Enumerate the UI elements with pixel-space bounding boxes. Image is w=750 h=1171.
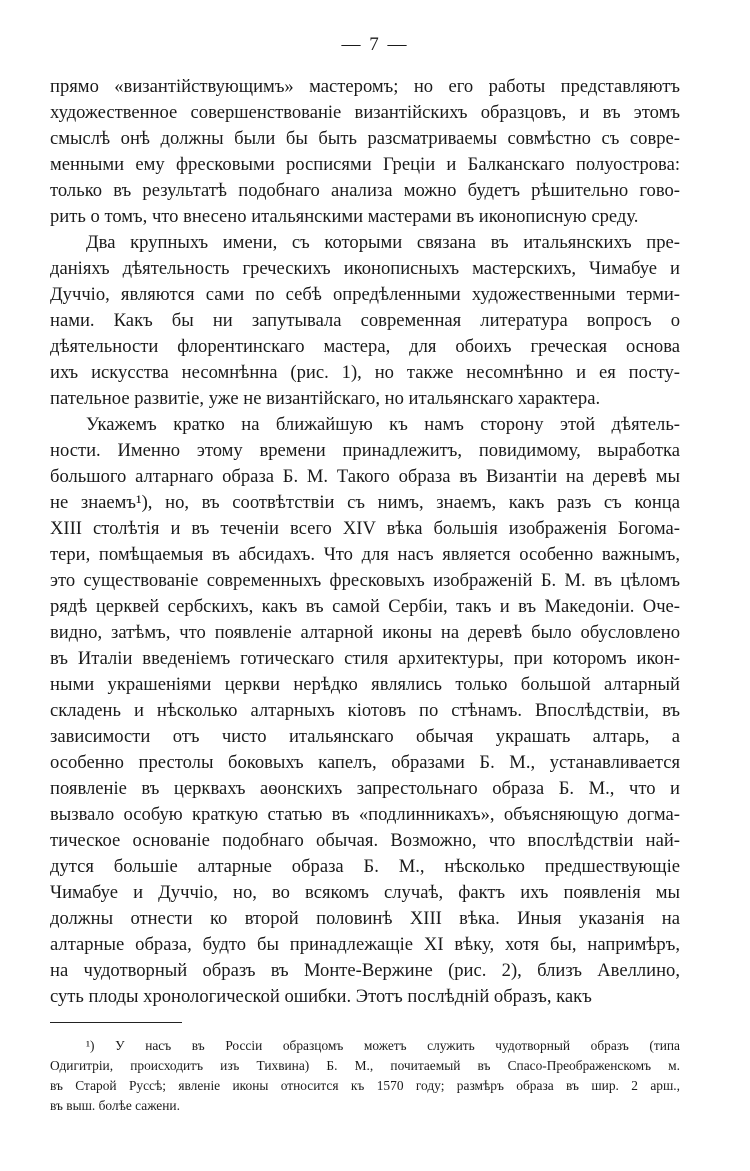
footnote-line: въ выш. болѣе сажени. — [50, 1098, 180, 1113]
text-line: только въ результатѣ подобнаго анализа можно будетъ рѣшительно гово- — [50, 180, 680, 201]
text-line: видно, затѣмъ, что появленіе алтарной иконы на деревѣ было обусловлено — [50, 622, 680, 643]
text-line: менными ему фресковыми росписями Греціи и Балканскаго полуострова: — [50, 154, 680, 175]
footnote-line: въ Старой Руссѣ; явленіе иконы относится къ 1570 году; размѣръ образа въ шир. 2 арш., — [50, 1078, 680, 1093]
text-line: пательное развитіе, уже не византійскаго, но итальянскаго характера. — [50, 388, 601, 409]
text-line: ихъ искусства несомнѣнна (рис. 1), но также несомнѣнно и ея посту- — [50, 362, 680, 383]
footnote-line: Одигитріи, происходитъ изъ Тихвина) Б. М., почитаемый въ Спасо-Преображенскомъ м. — [50, 1058, 680, 1073]
text-line: рядѣ церквей сербскихъ, какъ въ самой Сербіи, такъ и въ Македоніи. Оче- — [50, 596, 680, 617]
text-line: прямо «византійствующимъ» мастеромъ; но его работы представляютъ — [50, 76, 680, 97]
text-line: складень и нѣсколько алтарныхъ кіотовъ по стѣнамъ. Впослѣдствіи, въ — [50, 700, 680, 721]
footnote-line: ¹) У насъ въ Россіи образцомъ можетъ служить чудотворный образъ (типа — [86, 1038, 680, 1053]
text-line: въ Италіи введеніемъ готическаго стиля архитектуры, при которомъ икон- — [50, 648, 680, 669]
text-line: художественное совершенствованіе византійскихъ образцовъ, и въ этомъ — [50, 102, 680, 123]
text-line: тери, помѣщаемыя въ абсидахъ. Что для насъ является особенно важнымъ, — [50, 544, 680, 565]
text-line: XIII столѣтія и въ теченіи всего XIV вѣка большія изображенія Богома- — [50, 518, 680, 539]
page-number: — 7 — — [341, 34, 409, 55]
text-line: Два крупныхъ имени, съ которыми связана въ итальянскихъ пре- — [86, 232, 680, 253]
text-line: Дуччіо, являются сами по себѣ опредѣленными художественными терми- — [50, 284, 680, 305]
text-line: дутся большіе алтарные образа Б. М., нѣсколько предшествующіе — [50, 856, 680, 877]
text-line: Чимабуе и Дуччіо, но, во всякомъ случаѣ, фактъ ихъ появленія мы — [50, 882, 680, 903]
text-line: ности. Именно этому времени принадлежитъ, повидимому, выработка — [50, 440, 680, 461]
text-line: вызвало особую краткую статью въ «подлинникахъ», объясняющую догма- — [50, 804, 680, 825]
text-line: на чудотворный образъ въ Монте-Вержине (рис. 2), близъ Авеллино, — [50, 960, 680, 981]
text-line: даніяхъ дѣятельность греческихъ иконописныхъ мастерскихъ, Чимабуе и — [50, 258, 680, 279]
text-line: особенно престолы боковыхъ капелъ, образами Б. М., устанавливается — [50, 752, 680, 773]
text-line: смыслѣ онѣ должны были бы быть разсматриваемы совмѣстно съ совре- — [50, 128, 680, 149]
text-line: суть плоды хронологической ошибки. Этотъ послѣдній образъ, какъ — [50, 986, 592, 1007]
text-line: появленіе въ церквахъ аѳонскихъ запрестольнаго образа Б. М., что и — [50, 778, 680, 799]
text-line: Укажемъ кратко на ближайшую къ намъ сторону этой дѣятель- — [86, 414, 680, 435]
text-line: тическое основаніе подобнаго обычая. Возможно, что впослѣдствіи най- — [50, 830, 680, 851]
footnote-divider — [50, 1022, 182, 1023]
text-line: должны отнести ко второй половинѣ XIII вѣка. Иныя указанія на — [50, 908, 680, 929]
text-line: рить о томъ, что внесено итальянскими мастерами въ иконописную среду. — [50, 206, 639, 227]
text-line: это существованіе современныхъ фресковыхъ изображеній Б. М. въ цѣломъ — [50, 570, 680, 591]
text-line: ными украшеніями церкви нерѣдко являлись только большой алтарный — [50, 674, 680, 695]
text-line: дѣятельности флорентинскаго мастера, для обоихъ греческая основа — [50, 336, 680, 357]
text-line: не знаемъ¹), но, въ соотвѣтствіи съ нимъ, знаемъ, какъ разъ съ конца — [50, 492, 680, 513]
text-line: зависимости отъ чисто итальянскаго обычая украшать алтарь, а — [50, 726, 680, 747]
text-line: нами. Какъ бы ни запутывала современная литература вопросъ о — [50, 310, 680, 331]
text-line: алтарные образа, будто бы принадлежащіе XI вѣку, хотя бы, напримѣръ, — [50, 934, 680, 955]
text-line: большого алтарнаго образа Б. М. Такого образа въ Византіи на деревѣ мы — [50, 466, 680, 487]
